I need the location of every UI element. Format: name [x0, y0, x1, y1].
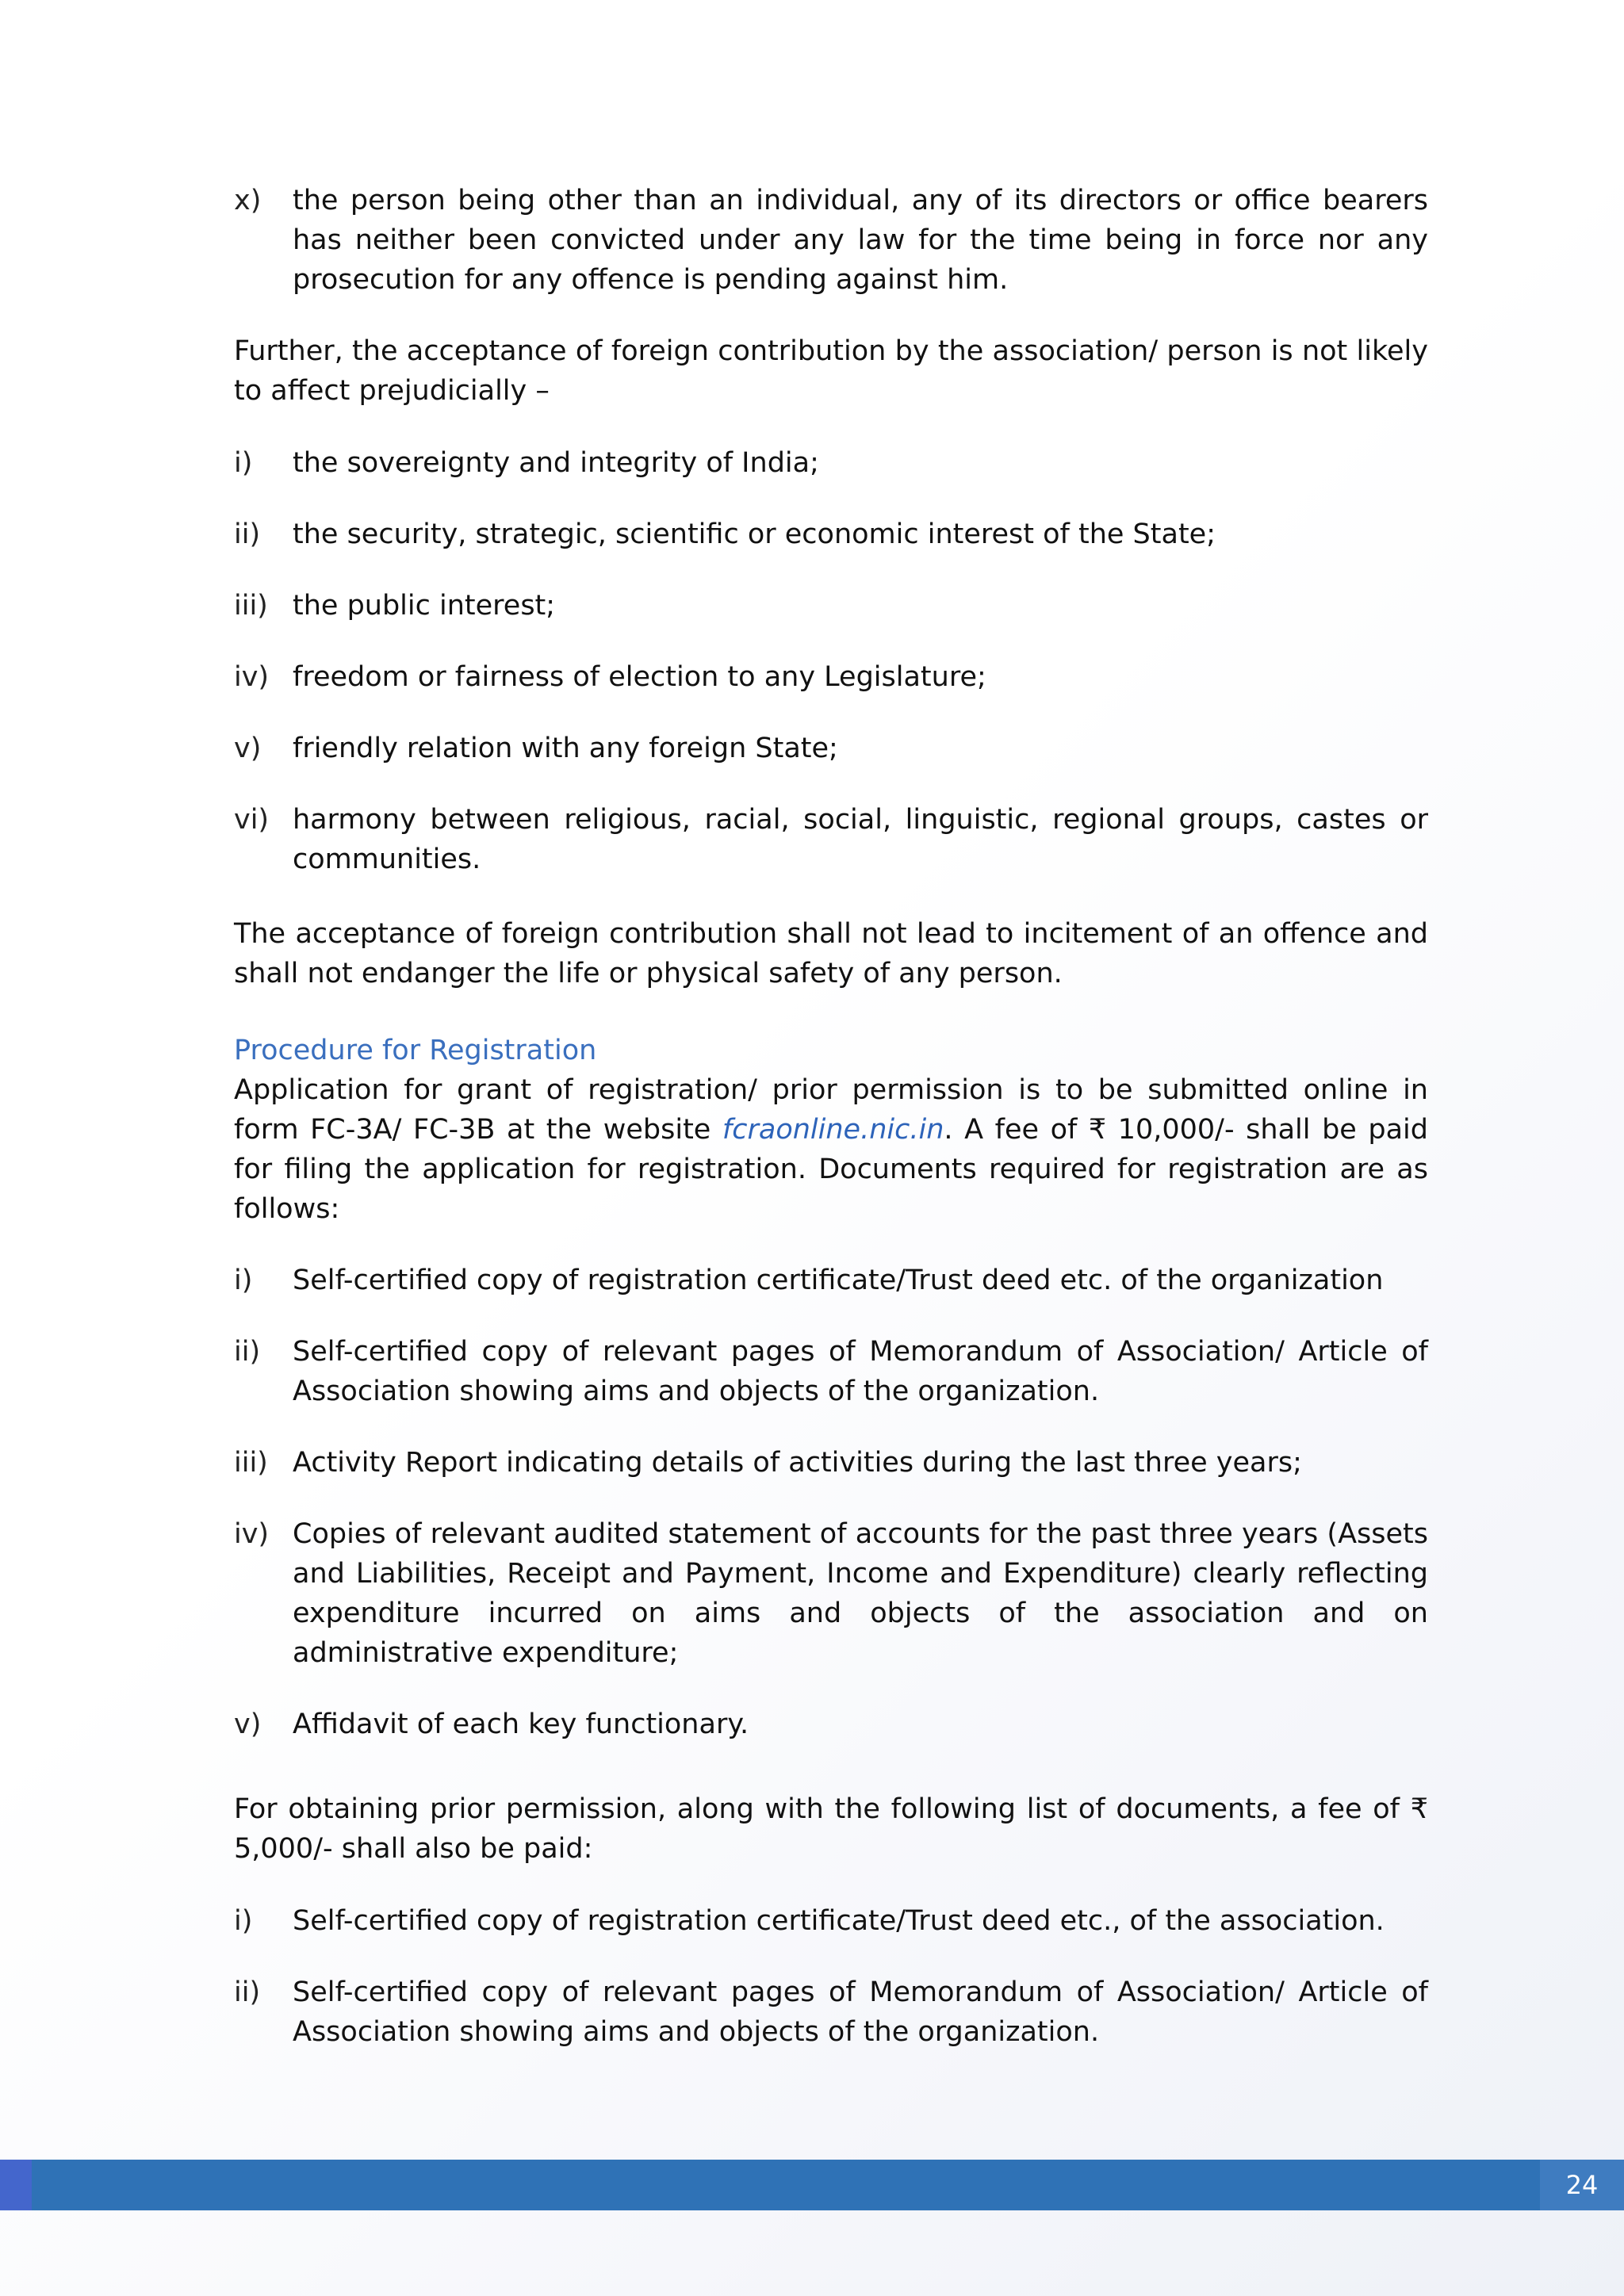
list-item: [234, 181, 1428, 300]
list-item: [234, 729, 1428, 768]
list-text: the sovereignty and integrity of India;: [293, 447, 819, 479]
list-text: Self-certified copy of relevant pages of Memorandum of Association/ Article of Association showing aims and objects of the organization.: [293, 1336, 1428, 1407]
list-number: iii): [234, 590, 268, 622]
list-number: v): [234, 733, 262, 764]
list-text: harmony between religious, racial, social, linguistic, regional groups, castes or communities.: [293, 804, 1428, 875]
footer-accent: [0, 2160, 32, 2210]
list-item: [234, 1973, 1428, 2052]
section-heading: Procedure for Registration: [234, 1035, 597, 1066]
registration-docs-list: [234, 1261, 1428, 1744]
list-item: [234, 515, 1428, 554]
list-number: x): [234, 185, 262, 216]
paragraph-procedure: [234, 1070, 1428, 1229]
list-number: v): [234, 1709, 262, 1740]
list-text: friendly relation with any foreign State;: [293, 733, 838, 764]
footer-bar: [0, 2160, 1624, 2210]
list-text: Affidavit of each key functionary.: [293, 1709, 749, 1740]
list-text: Self-certified copy of registration certificate/Trust deed etc. of the organization: [293, 1265, 1384, 1296]
paragraph-further: Further, the acceptance of foreign contribution by the association/ person is not likely to affect prejudicially –: [234, 335, 1428, 407]
list-item: [234, 1443, 1428, 1483]
list-text: Copies of relevant audited statement of accounts for the past three years (Assets and Liabilities, Receipt and Payment, Income and Expenditure) clearly reflecting expenditure incurred on aims and objects of the association and on administrative expenditure;: [293, 1518, 1428, 1669]
procedure-text: Application for grant of registration/ prior permission is to be submitted online in form FC-3A/ FC-3B at the website: [234, 1074, 1428, 1146]
list-number: i): [234, 447, 253, 479]
list-item: [234, 1514, 1428, 1673]
prior-docs-list: [234, 1901, 1428, 2052]
list-item: [234, 586, 1428, 626]
list-number: i): [234, 1905, 253, 1937]
list-number: ii): [234, 1336, 261, 1368]
paragraph-acceptance: The acceptance of foreign contribution shall not lead to incitement of an offence and shall not endanger the life or physical safety of any person.: [234, 918, 1428, 989]
procedure-text-continued: . A fee of ₹ 10,000/- shall be paid for filing the application for registration. Documents required for registration are as follows:: [234, 1114, 1428, 1225]
page-number: 24: [1540, 2160, 1624, 2210]
list-text: freedom or fairness of election to any Legislature;: [293, 661, 986, 693]
paragraph-prior-permission: For obtaining prior permission, along with the following list of documents, a fee of ₹ 5,000/- shall also be paid:: [234, 1793, 1428, 1865]
list-number: iv): [234, 1518, 270, 1550]
list-number: i): [234, 1265, 253, 1296]
list-text: the security, strategic, scientific or economic interest of the State;: [293, 519, 1216, 550]
prejudice-list: [234, 443, 1428, 879]
list-number: iv): [234, 661, 270, 693]
list-item: [234, 1705, 1428, 1744]
website-link[interactable]: fcraonline.nic.in: [722, 1114, 944, 1146]
list-item: [234, 1261, 1428, 1300]
list-number: iii): [234, 1447, 268, 1479]
list-item: [234, 800, 1428, 879]
list-number: ii): [234, 1976, 261, 2008]
list-text: the person being other than an individual, any of its directors or office bearers has neither been convicted under any law for the time being in force nor any prosecution for any offence is pending against him.: [293, 185, 1428, 296]
list-text: Self-certified copy of registration certificate/Trust deed etc., of the association.: [293, 1905, 1385, 1937]
list-text: Activity Report indicating details of activities during the last three years;: [293, 1447, 1302, 1479]
list-item: [234, 1332, 1428, 1411]
list-item: [234, 443, 1428, 483]
list-item: [234, 1901, 1428, 1941]
list-number: vi): [234, 804, 270, 836]
list-number: ii): [234, 519, 261, 550]
document-body: [234, 181, 1428, 2052]
list-item: [234, 657, 1428, 697]
list-text: the public interest;: [293, 590, 556, 622]
list-text: Self-certified copy of relevant pages of Memorandum of Association/ Article of Association showing aims and objects of the organization.: [293, 1976, 1428, 2048]
